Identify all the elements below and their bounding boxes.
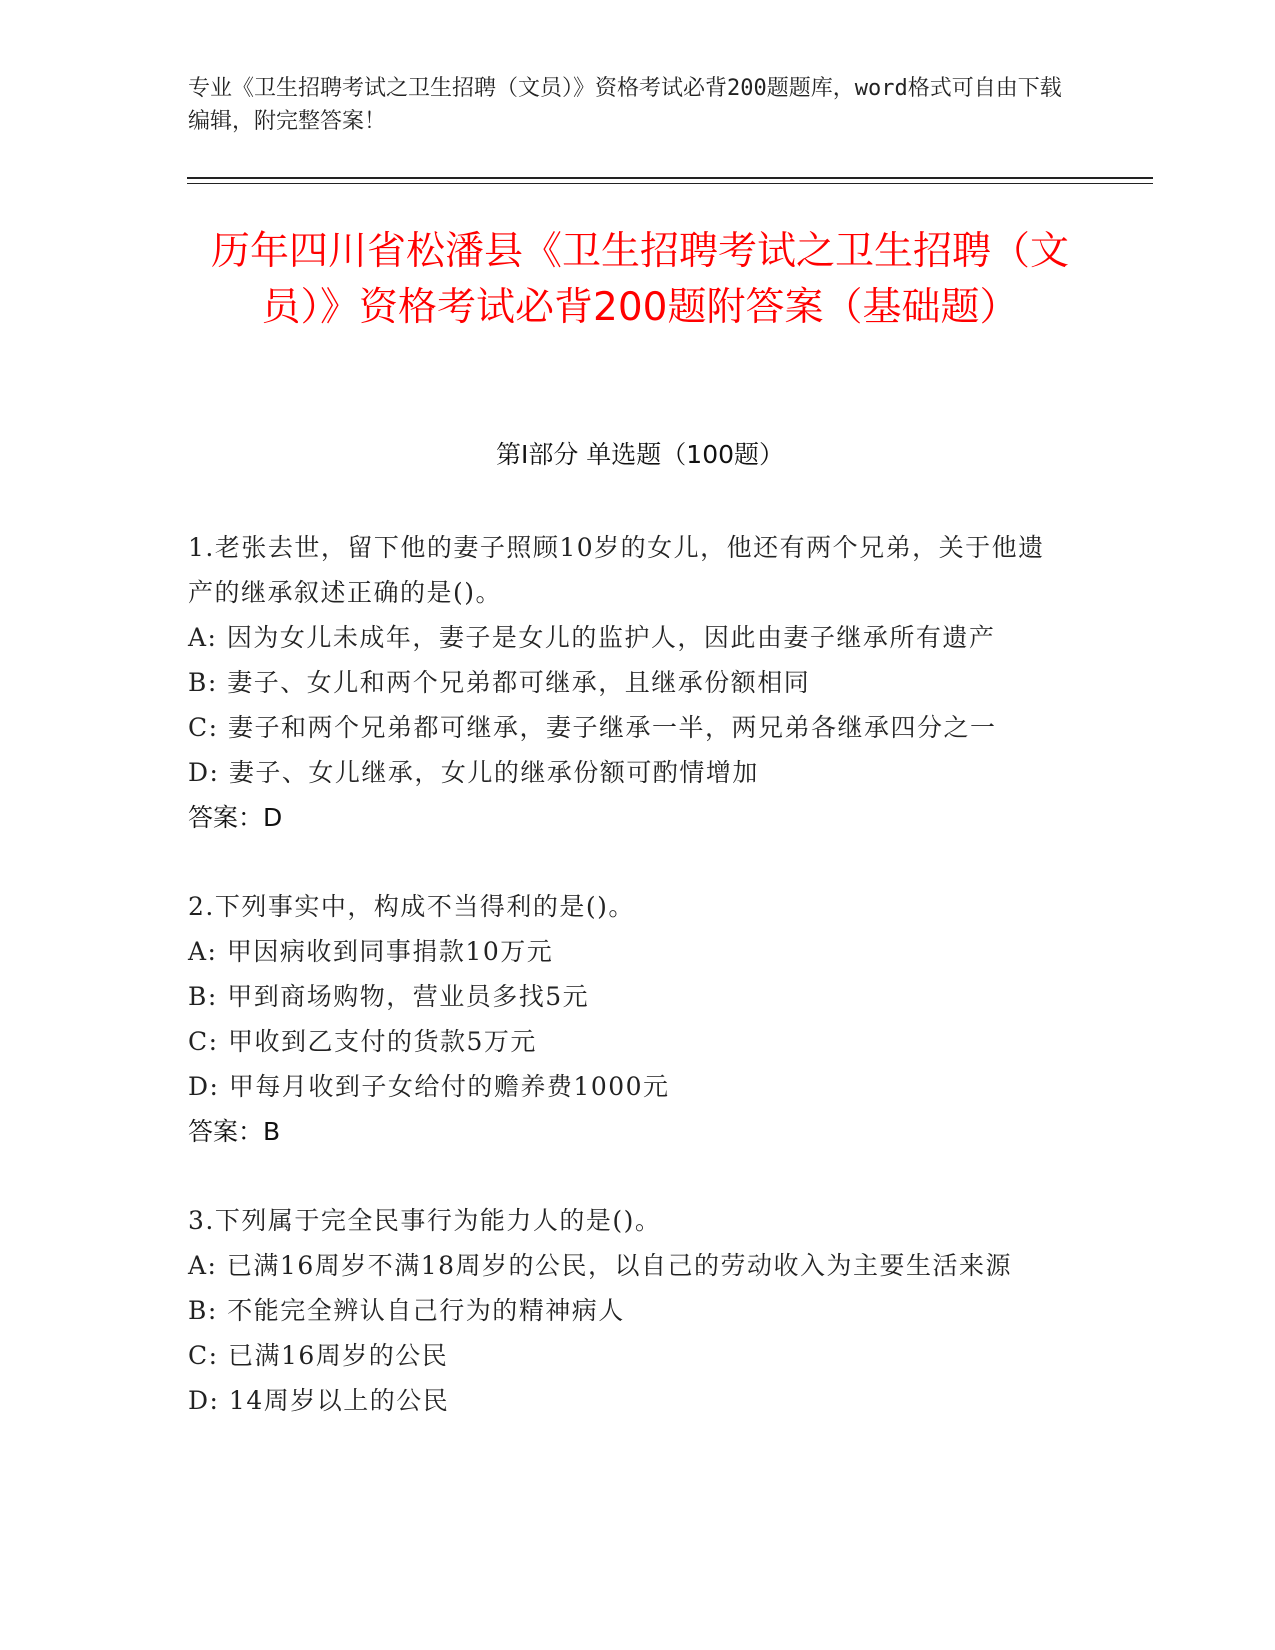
option-c: C: 妻子和两个兄弟都可继承，妻子继承一半，两兄弟各继承四分之一 <box>188 713 997 742</box>
question-stem: 3.下列属于完全民事行为能力人的是()。 <box>188 1206 662 1235</box>
question-list <box>188 525 1068 1467</box>
answer-line <box>188 1109 1068 1154</box>
option-b: B: 不能完全辨认自己行为的精神病人 <box>188 1296 625 1325</box>
option-d: D: 妻子、女儿继承，女儿的继承份额可酌情增加 <box>188 758 759 787</box>
answer-value: B <box>263 1117 281 1146</box>
question-stem: 2.下列事实中，构成不当得利的是()。 <box>188 892 635 921</box>
option-a: A: 已满16周岁不满18周岁的公民，以自己的劳动收入为主要生活来源 <box>188 1251 1013 1280</box>
header-divider-thin <box>187 183 1153 184</box>
answer-label: 答案： <box>188 1117 264 1146</box>
header-note: 专业《卫生招聘考试之卫生招聘（文员）》资格考试必背200题题库，word格式可自由下载编辑，附完整答案！ <box>188 76 1062 134</box>
answer-value: D <box>263 803 283 832</box>
option-c: C: 甲收到乙支付的货款5万元 <box>188 1027 537 1056</box>
header-divider-thick <box>187 177 1153 179</box>
option-d: D: 14周岁以上的公民 <box>188 1386 450 1415</box>
question-item <box>188 884 1068 1154</box>
option-a: A: 甲因病收到同事捐款10万元 <box>188 937 554 966</box>
question-item <box>188 525 1068 840</box>
option-a: A: 因为女儿未成年，妻子是女儿的监护人，因此由妻子继承所有遗产 <box>188 623 996 652</box>
option-b: B: 妻子、女儿和两个兄弟都可继承，且继承份额相同 <box>188 668 811 697</box>
option-c: C: 已满16周岁的公民 <box>188 1341 449 1370</box>
option-b: B: 甲到商场购物，营业员多找5元 <box>188 982 590 1011</box>
section-heading: 第I部分 单选题（100题） <box>495 440 785 469</box>
option-d: D: 甲每月收到子女给付的赡养费1000元 <box>188 1072 670 1101</box>
answer-label: 答案： <box>188 803 264 832</box>
document-title: 历年四川省松潘县《卫生招聘考试之卫生招聘（文员）》资格考试必背200题附答案（基础题） <box>210 229 1069 330</box>
answer-line <box>188 795 1068 840</box>
question-item <box>188 1198 1068 1423</box>
question-stem: 1.老张去世，留下他的妻子照顾10岁的女儿，他还有两个兄弟，关于他遗产的继承叙述正确的是()。 <box>188 533 1045 607</box>
